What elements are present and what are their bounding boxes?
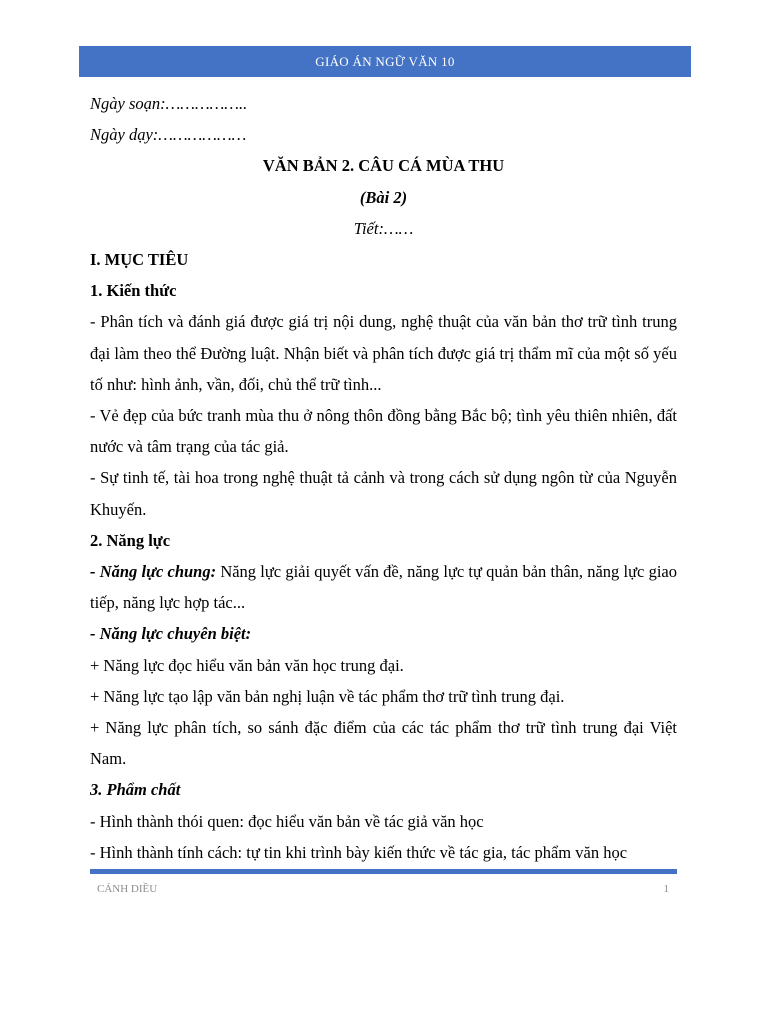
header-band [79, 46, 691, 77]
footer-rule [90, 869, 677, 874]
specific-competence-item: + Năng lực phân tích, so sánh đặc điểm của các tác phẩm thơ trữ tình trung đại Việt Nam. [90, 718, 677, 769]
general-competence-text: Năng lực giải quyết vấn đề, năng lực tự quản bản thân, năng lực giao tiếp, năng lực hợp tác... [90, 562, 677, 613]
knowledge-item: - Vẻ đẹp của bức tranh mùa thu ở nông thôn đồng bằng Bắc bộ; tình yêu thiên nhiên, đất nước và tâm trạng của tác giả. [90, 406, 677, 457]
qualities-heading: 3. Phẩm chất [90, 780, 181, 800]
footer-publisher: CÁNH DIỀU [97, 883, 158, 895]
specific-competence-item: + Năng lực đọc hiểu văn bản văn học trung đại. [90, 655, 404, 675]
competence-heading: 2. Năng lực [90, 530, 171, 550]
knowledge-item: - Sự tinh tế, tài hoa trong nghệ thuật tả cảnh và trong cách sử dụng ngôn từ của Nguyễn Khuyến. [90, 468, 677, 519]
teaching-date: Ngày dạy:……………… [90, 125, 247, 145]
lesson-subtitle: (Bài 2) [359, 187, 408, 207]
qualities-item: - Hình thành tính cách: tự tin khi trình bày kiến thức về tác gia, tác phẩm văn học [90, 842, 628, 862]
preparation-date: Ngày soạn:…………….. [90, 94, 248, 113]
specific-competence-item: + Năng lực tạo lập văn bản nghị luận về tác phẩm thơ trữ tình trung đại. [90, 686, 565, 706]
footer-page-number: 1 [663, 883, 669, 895]
lesson-period: Tiết:…… [353, 218, 414, 238]
section-objectives-heading: I. MỤC TIÊU [90, 250, 189, 270]
document-body [90, 88, 677, 868]
knowledge-heading: 1. Kiến thức [90, 281, 177, 301]
qualities-item: - Hình thành thói quen: đọc hiểu văn bản về tác giả văn học [90, 811, 484, 831]
lesson-title: VĂN BẢN 2. CÂU CÁ MÙA THU [262, 156, 505, 176]
specific-competence-label: - Năng lực chuyên biệt: [90, 624, 252, 644]
knowledge-item: - Phân tích và đánh giá được giá trị nội dung, nghệ thuật của văn bản thơ trữ tình trung đại làm theo thể Đường luật. Nhận biết và phân tích được giá trị thẩm mĩ của một số yếu tố như: hình ảnh, vần, đối, chủ thể trữ tình... [90, 312, 677, 394]
header-title: GIÁO ÁN NGỮ VĂN 10 [315, 53, 455, 69]
general-competence-label: - Năng lực chung: [90, 562, 217, 582]
general-competence [90, 556, 677, 618]
